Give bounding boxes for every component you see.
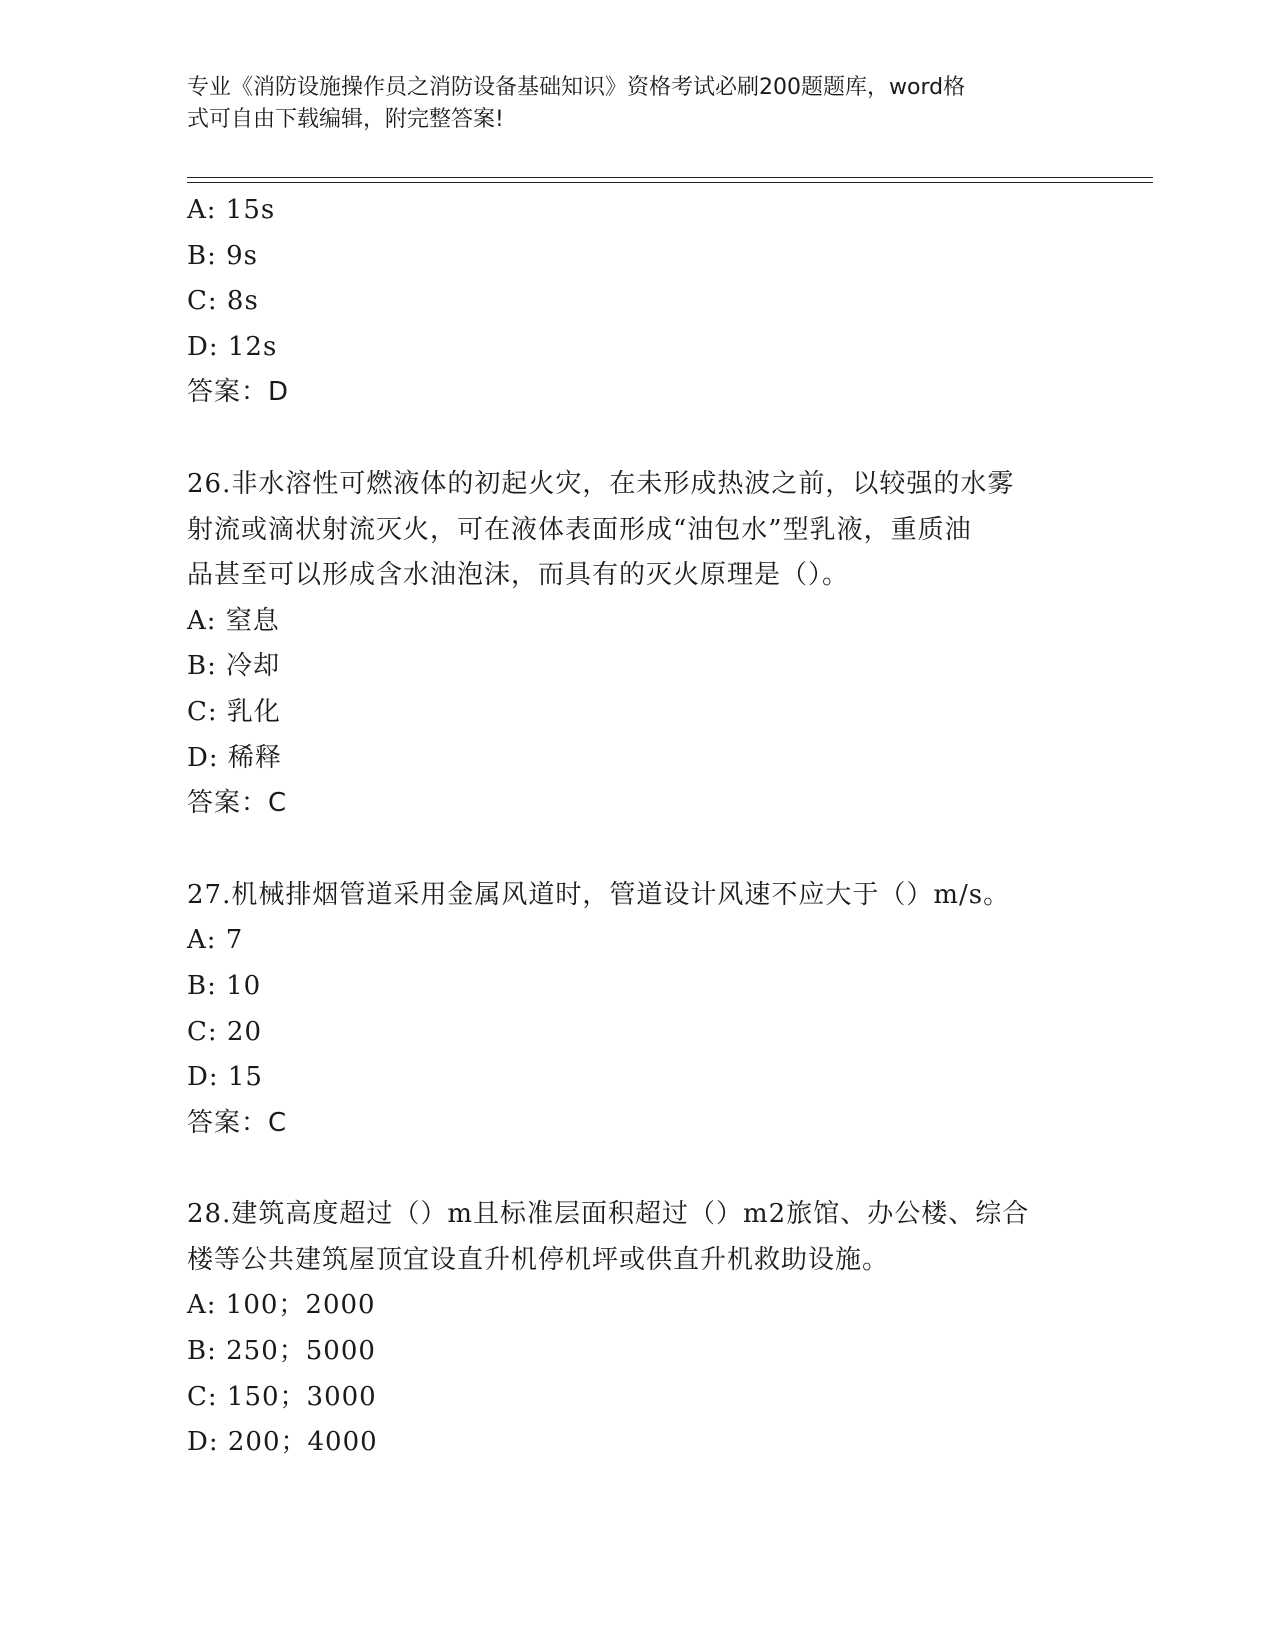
question-text-line: 射流或滴状射流灭火，可在液体表面形成“油包水”型乳液，重质油 bbox=[187, 514, 972, 545]
question-26 bbox=[187, 462, 1107, 827]
answer-line: 答案：C bbox=[187, 788, 288, 819]
header-divider-bottom bbox=[187, 182, 1153, 183]
option-d: D: 12s bbox=[187, 331, 278, 362]
question-27 bbox=[187, 873, 1107, 1147]
option-a: A: 100；2000 bbox=[187, 1290, 376, 1321]
option-d: D: 稀释 bbox=[187, 742, 282, 773]
option-c: C: 20 bbox=[187, 1016, 263, 1047]
question-text-line: 27.机械排烟管道采用金属风道时，管道设计风速不应大于（）m/s。 bbox=[187, 879, 1011, 910]
header-divider-top bbox=[187, 177, 1153, 178]
answer-line: 答案：D bbox=[187, 377, 290, 408]
header-line-1: 专业《消防设施操作员之消防设备基础知识》资格考试必刷200题题库，word格 bbox=[187, 75, 966, 100]
option-b: B: 10 bbox=[187, 970, 262, 1001]
option-a: A: 窒息 bbox=[187, 605, 280, 636]
question-text-line: 楼等公共建筑屋顶宜设直升机停机坪或供直升机救助设施。 bbox=[187, 1244, 890, 1275]
question-text-line: 26.非水溶性可燃液体的初起火灾，在未形成热波之前，以较强的水雾 bbox=[187, 468, 1015, 499]
answer-line: 答案：C bbox=[187, 1107, 288, 1138]
question-content bbox=[187, 188, 1107, 1466]
option-c: C: 150；3000 bbox=[187, 1381, 377, 1412]
page-header bbox=[187, 72, 1087, 136]
option-c: C: 8s bbox=[187, 286, 259, 317]
option-d: D: 200；4000 bbox=[187, 1427, 378, 1458]
option-b: B: 冷却 bbox=[187, 651, 281, 682]
question-text-line: 品甚至可以形成含水油泡沫，而具有的灭火原理是（）。 bbox=[187, 560, 850, 591]
option-d: D: 15 bbox=[187, 1062, 263, 1093]
option-b: B: 9s bbox=[187, 240, 259, 271]
option-a: A: 7 bbox=[187, 925, 244, 956]
question-text-line: 28.建筑高度超过（）m且标准层面积超过（）m2旅馆、办公楼、综合 bbox=[187, 1199, 1030, 1230]
option-a: A: 15s bbox=[187, 195, 276, 225]
continued-question-options bbox=[187, 188, 1107, 416]
question-28 bbox=[187, 1192, 1107, 1466]
header-line-2: 式可自由下载编辑，附完整答案! bbox=[187, 107, 504, 132]
option-c: C: 乳化 bbox=[187, 696, 281, 727]
option-b: B: 250；5000 bbox=[187, 1336, 376, 1367]
